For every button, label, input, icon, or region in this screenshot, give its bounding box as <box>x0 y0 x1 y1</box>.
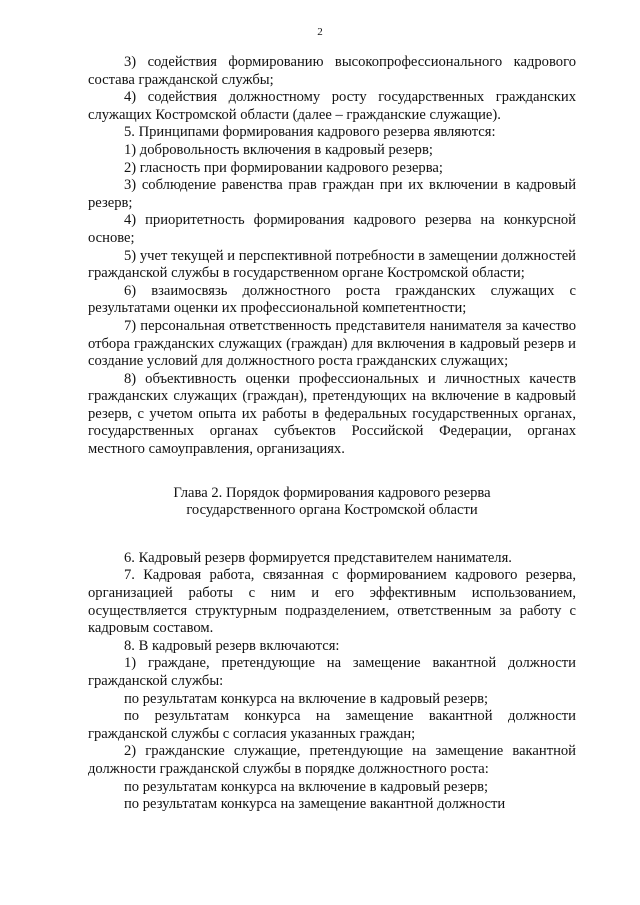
chapter-heading <box>88 485 576 520</box>
paragraph: по результатам конкурса на включение в кадровый резерв; <box>124 778 489 795</box>
page-number: 2 <box>317 26 323 38</box>
paragraph: 3) содействия формированию высокопрофессионального кадрового состава гражданской службы; <box>88 54 576 88</box>
document-body <box>88 54 576 814</box>
paragraph: 5) учет текущей и перспективной потребности в замещении должностей гражданской службы в государственном органе Костромской области; <box>88 247 576 282</box>
chapter-heading-line-1: Глава 2. Порядок формирования кадрового резерва <box>173 484 491 501</box>
paragraph: по результатам конкурса на замещение вакантной должности гражданской службы с согласия указанных граждан; <box>88 708 576 742</box>
paragraph: 7) персональная ответственность представителя нанимателя за качество отбора гражданских служащих (граждан) для включения в кадровый резерв и создание условий для должностного роста гражданских служащих; <box>88 317 576 370</box>
paragraph: 5. Принципами формирования кадрового резерва являются: <box>124 124 496 141</box>
paragraph: 2) гражданские служащие, претендующие на замещение вакантной должности гражданской службы в порядке должностного роста: <box>88 743 576 777</box>
paragraph: 7. Кадровая работа, связанная с формированием кадрового резерва, организацией работы с ним и его эффективным использованием, осуществляется структурным подразделением, ответственным за работу с кадровым составом. <box>88 567 576 637</box>
section-bottom <box>88 550 576 814</box>
paragraph: 4) приоритетность формирования кадрового резерва на конкурсной основе; <box>88 212 576 246</box>
paragraph: 8. В кадровый резерв включаются: <box>124 637 340 654</box>
paragraph: 8) объективность оценки профессиональных и личностных качеств гражданских служащих (граждан), претендующих на включение в кадровый резерв, с учетом опыта их работы в федеральных государственных органах, государственных органах субъектов Российской Федерации, органах местного самоуправления, организациях. <box>88 370 576 458</box>
paragraph: 2) гласность при формировании кадрового резерва; <box>124 159 443 176</box>
paragraph: 6. Кадровый резерв формируется представителем нанимателя. <box>124 549 512 566</box>
paragraph: 1) граждане, претендующие на замещение вакантной должности гражданской службы: <box>88 655 576 689</box>
chapter-heading-line-2: государственного органа Костромской области <box>186 502 478 519</box>
paragraph: 1) добровольность включения в кадровый резерв; <box>124 141 433 158</box>
paragraph: по результатам конкурса на включение в кадровый резерв; <box>124 690 489 707</box>
paragraph: 6) взаимосвязь должностного роста гражданских служащих с результатами оценки их профессиональной компетентности; <box>88 282 576 317</box>
section-top <box>88 54 576 459</box>
paragraph: 3) соблюдение равенства прав граждан при их включении в кадровый резерв; <box>88 177 576 211</box>
paragraph: по результатам конкурса на замещение вакантной должности <box>124 796 506 813</box>
paragraph: 4) содействия должностному росту государственных гражданских служащих Костромской области (далее – гражданские служащие). <box>88 89 576 123</box>
